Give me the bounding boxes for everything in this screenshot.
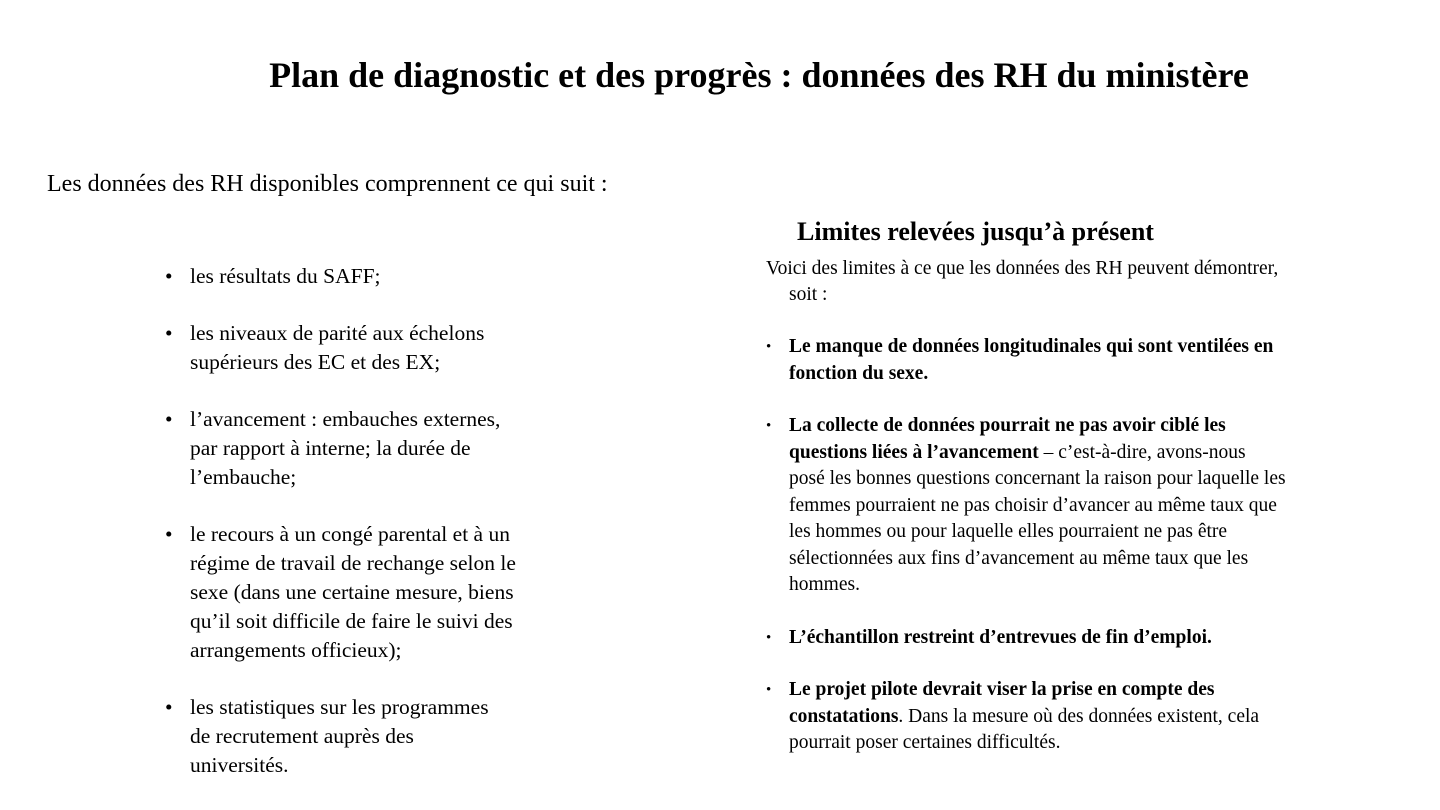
list-item <box>766 677 1286 757</box>
list-item <box>165 520 523 665</box>
page-title: Plan de diagnostic et des progrès : données des RH du ministère <box>269 55 1249 95</box>
available-data-list <box>165 262 545 808</box>
bullet-icon: • <box>766 339 772 355</box>
bullet-icon: • <box>165 264 173 288</box>
list-item-text: les niveaux de parité aux échelons supérieurs des EC et des EX; <box>190 321 485 374</box>
limit-text: – c’est-à-dire, avons-nous posé les bonnes questions concernant la raison pour laquelle les femmes pourraient ne pas choisir d’avancer au même taux que les hommes ou pour laquelle elles pourraient ne pas être sélectionnées aux fins d’avancement au même taux que les hommes. <box>789 441 1286 595</box>
limit-text: . Dans la mesure où des données existent, cela pourrait poser certaines difficultés. <box>789 705 1260 753</box>
bullet-icon: • <box>165 407 173 431</box>
list-item <box>165 319 520 377</box>
list-item <box>165 262 545 291</box>
limit-bold-text: Le projet pilote devrait viser la prise en compte des constatations <box>789 679 1215 727</box>
limits-list <box>766 334 1286 783</box>
list-item-text: les statistiques sur les programmes de recrutement auprès des universités. <box>190 695 489 777</box>
bullet-icon: • <box>165 321 173 345</box>
available-data-heading: Les données des RH disponibles comprennent ce qui suit : <box>47 171 608 197</box>
limit-bold-text: Le manque de données longitudinales qui sont ventilées en fonction du sexe. <box>789 336 1274 384</box>
list-item <box>165 405 520 492</box>
list-item <box>766 625 1286 652</box>
bullet-icon: • <box>766 629 772 646</box>
list-item-text: les résultats du SAFF; <box>190 264 381 288</box>
list-item-text: l’avancement : embauches externes, par rapport à interne; la durée de l’embauche; <box>190 407 501 489</box>
limit-bold-text: La collecte de données pourrait ne pas avoir ciblé les questions liées à l’avancement <box>789 415 1226 463</box>
bullet-icon: • <box>766 682 772 698</box>
bullet-icon: • <box>165 522 173 546</box>
list-item-text: le recours à un congé parental et à un régime de travail de rechange selon le sexe (dans une certaine mesure, biens qu’il soit difficile de faire le suivi des arrangements officieux); <box>190 522 516 662</box>
list-item <box>766 413 1286 599</box>
list-item <box>165 693 499 780</box>
bullet-icon: • <box>766 418 772 434</box>
bullet-icon: • <box>165 695 173 719</box>
limits-heading: Limites relevées jusqu’à présent <box>797 217 1154 246</box>
limits-intro: Voici des limites à ce que les données des RH peuvent démontrer, soit : <box>766 258 1279 305</box>
limit-bold-text: L’échantillon restreint d’entrevues de fin d’emploi. <box>789 626 1212 648</box>
list-item <box>766 334 1286 387</box>
